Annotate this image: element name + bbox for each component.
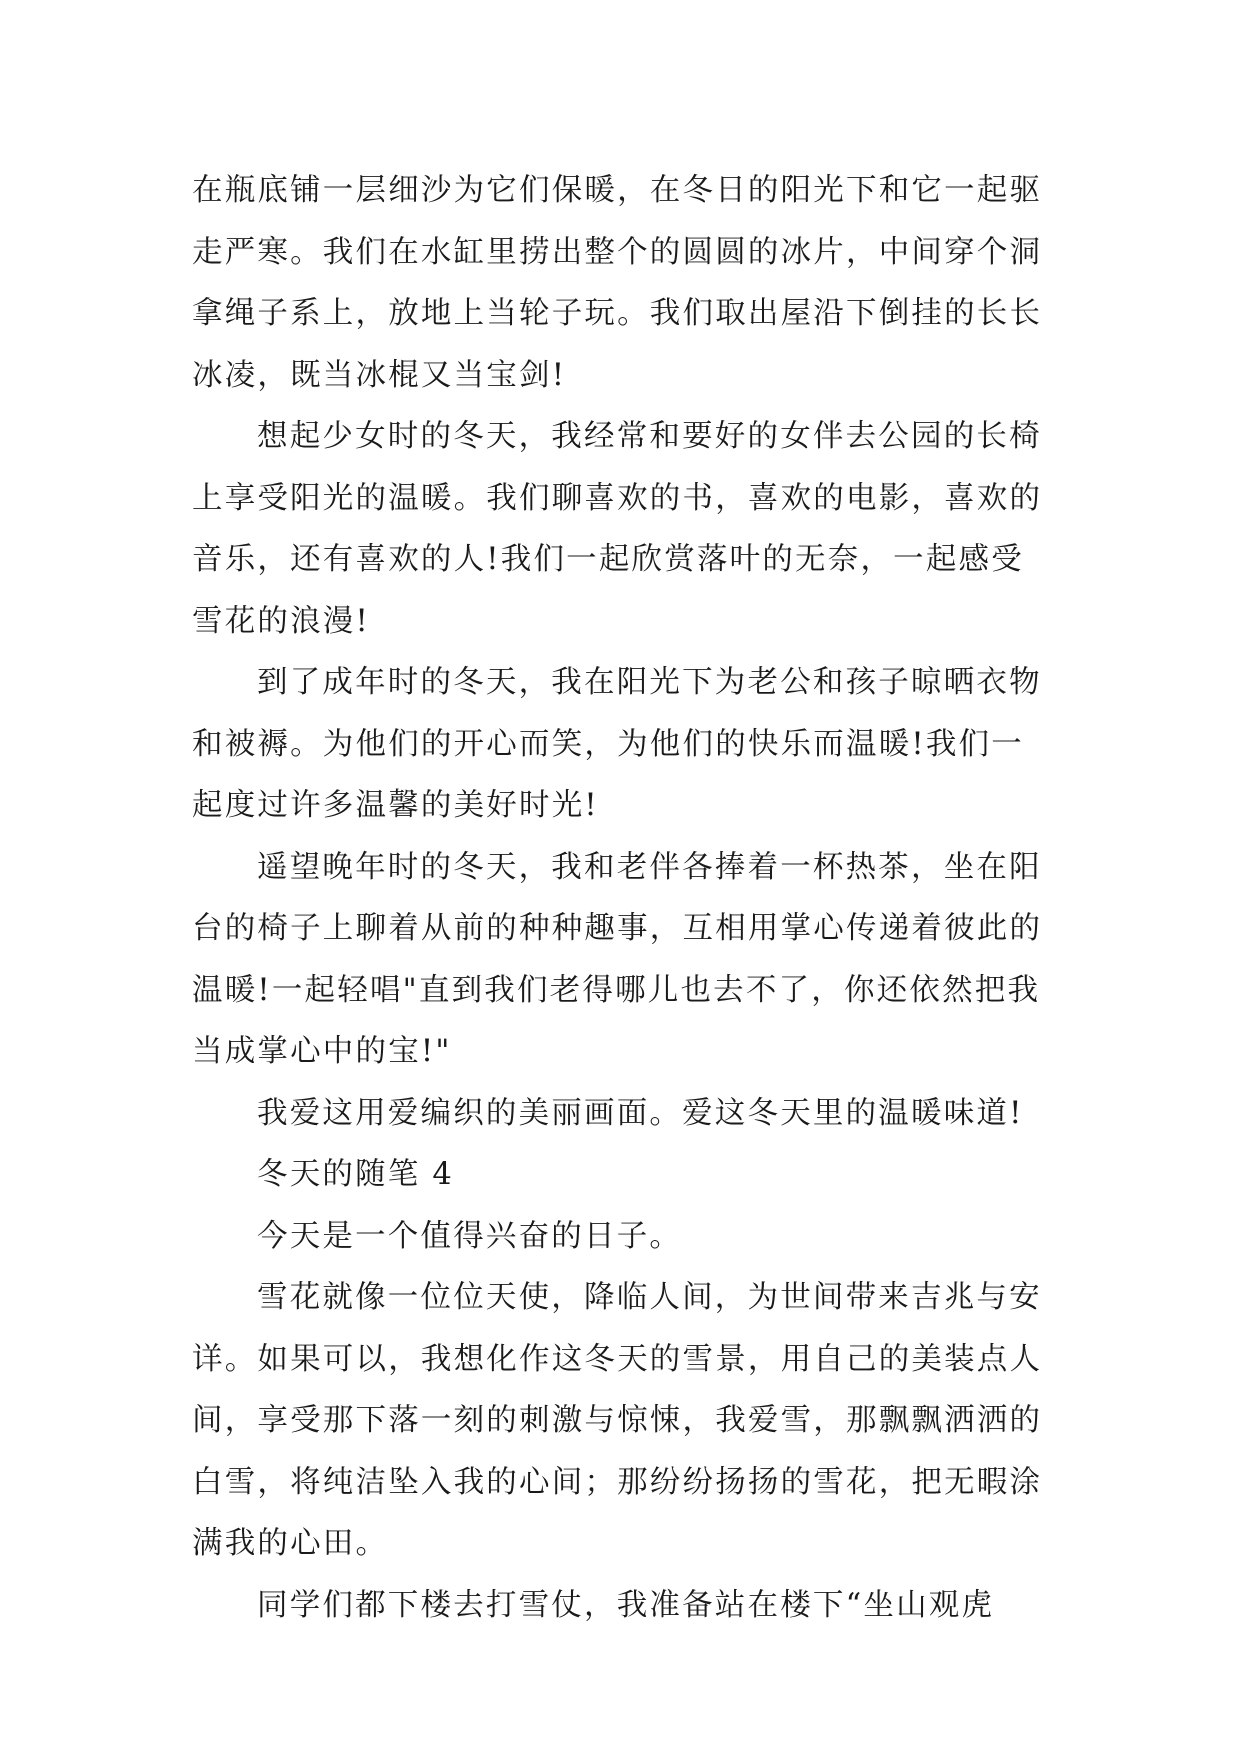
text-line: 我爱这用爱编织的美丽画面。爱这冬天里的温暖味道! [257,1095,1024,1131]
text-line: 雪花的浪漫! [192,603,370,639]
text-line: 温暖!一起轻唱"直到我们老得哪儿也去不了，你还依然把我 [192,972,1041,1008]
text-line: 台的椅子上聊着从前的种种趣事，互相用掌心传递着彼此的 [192,911,1043,946]
text-line: 上享受阳光的温暖。我们聊喜欢的书，喜欢的电影，喜欢的 [192,480,1043,516]
text-line: 和被褥。为他们的开心而笑，为他们的快乐而温暖!我们一 [192,726,1024,762]
text-line: 起度过许多温馨的美好时光! [192,788,599,823]
body-text [192,160,1052,1636]
text-line: 当成掌心中的宝!" [192,1034,452,1069]
text-line: 详。如果可以，我想化作这冬天的雪景，用自己的美装点人 [192,1341,1043,1377]
text-line: 在瓶底铺一层细沙为它们保暖，在冬日的阳光下和它一起驱 [192,173,1043,208]
text-line: 同学们都下楼去打雪仗，我准备站在楼下“坐山观虎 [257,1587,995,1623]
text-line: 冬天的随笔 4 [257,1157,454,1192]
text-line: 音乐，还有喜欢的人!我们一起欣赏落叶的无奈，一起感受 [192,542,1024,577]
text-line: 满我的心田。 [192,1526,389,1561]
text-line: 拿绳子系上，放地上当轮子玩。我们取出屋沿下倒挂的长长 [192,296,1043,331]
text-line: 白雪，将纯洁坠入我的心间；那纷纷扬扬的雪花，把无暇涂 [192,1464,1043,1500]
text-line: 遥望晚年时的冬天，我和老伴各捧着一杯热茶，坐在阳 [257,849,1042,885]
text-line: 冰凌，既当冰棍又当宝剑! [192,357,567,393]
text-line: 间，享受那下落一刻的刺激与惊悚，我爱雪，那飘飘洒洒的 [192,1403,1043,1438]
text-line: 想起少女时的冬天，我经常和要好的女伴去公园的长椅 [257,419,1042,454]
text-line: 走严寒。我们在水缸里捞出整个的圆圆的冰片，中间穿个洞 [192,234,1043,270]
text-line: 到了成年时的冬天，我在阳光下为老公和孩子晾晒衣物 [257,665,1042,700]
text-line: 雪花就像一位位天使，降临人间，为世间带来吉兆与安 [257,1280,1042,1315]
text-line: 今天是一个值得兴奋的日子。 [257,1218,683,1254]
